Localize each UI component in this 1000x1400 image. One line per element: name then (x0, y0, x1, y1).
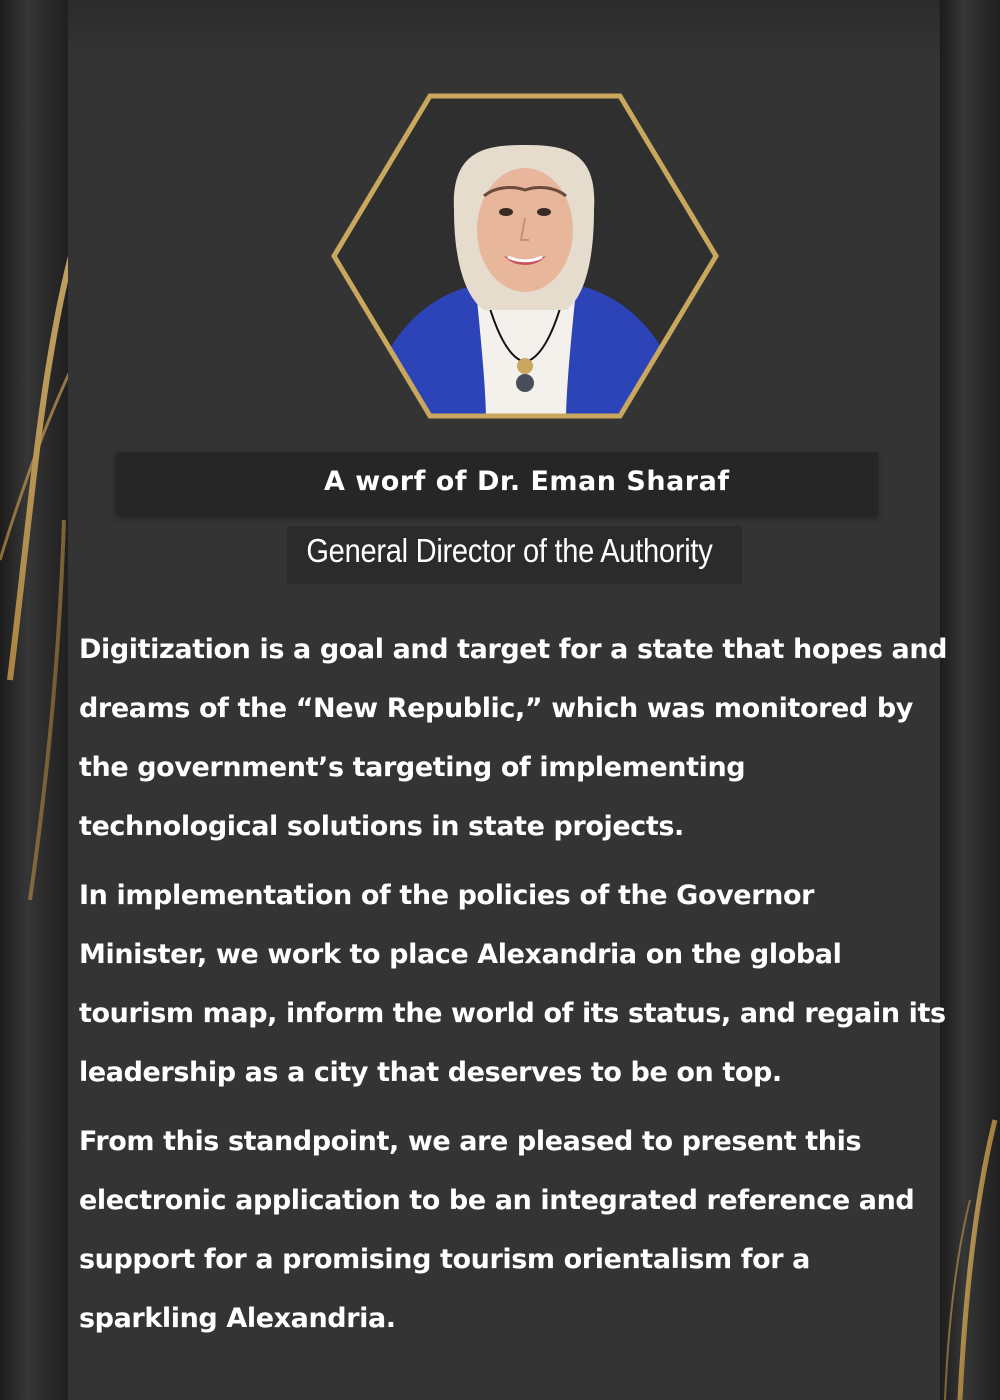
paragraph-3: From this standpoint, we are pleased to present this electronic application to be an integrated reference and support for a promising tourism orientalism for a sparkling Alexandria. (79, 1126, 915, 1334)
portrait-photo (326, 90, 724, 422)
page-subtitle: General Director of the Authority (306, 532, 713, 569)
page-title: A worf of Dr. Eman Sharaf (324, 466, 730, 497)
portrait-frame (326, 90, 724, 422)
paragraph-1: Digitization is a goal and target for a state that hopes and dreams of the “New Republic,” which was monitored by the government’s targeting of implementing technological solutions in state projects. (79, 634, 948, 842)
message-body (79, 620, 949, 1358)
paragraph-2: In implementation of the policies of the Governor Minister, we work to place Alexandria on the global tourism map, inform the world of its status, and regain its leadership as a city that deserves to be on top. (79, 880, 946, 1088)
panel-top-shade (68, 0, 940, 60)
